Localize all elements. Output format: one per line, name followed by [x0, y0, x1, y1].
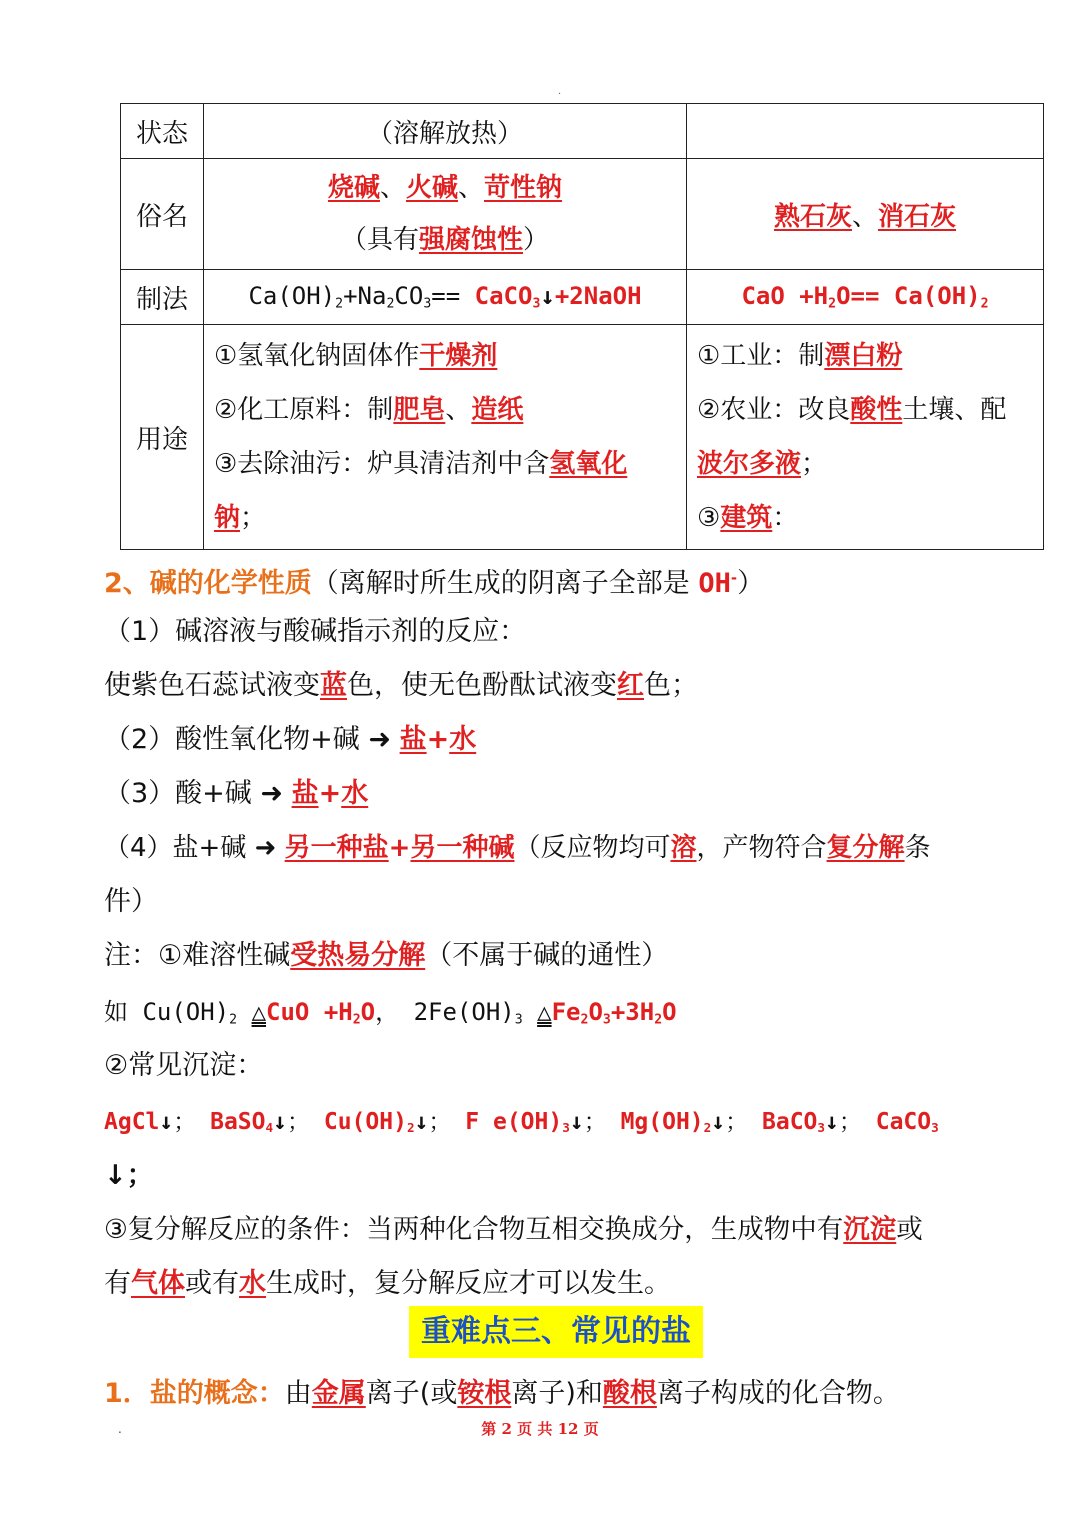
hydroxide-ion: OH — [698, 567, 731, 599]
note-text: （具有 — [340, 225, 419, 255]
precipitate-arrow: ↓ — [414, 1109, 429, 1135]
eq-product: +2NaOH — [554, 282, 642, 311]
preparation-equation — [687, 270, 1044, 325]
subscript: 2 — [703, 1120, 712, 1136]
text-line: 件） — [104, 886, 158, 917]
name-text: 火碱 — [405, 173, 458, 203]
section-title: 2、碱的化学性质 — [104, 567, 312, 599]
subscript: 3 — [931, 1120, 939, 1136]
use-line: ③建筑： — [697, 503, 799, 533]
precipitate-arrow: ↓ — [569, 1109, 584, 1135]
uses-cell — [687, 325, 1044, 550]
row-head: 用途 — [121, 325, 204, 550]
eq-part: == — [431, 282, 475, 311]
separator: ； — [173, 1109, 211, 1135]
separator: 、 — [851, 201, 878, 232]
section-heading-highlight: 重难点三、常见的盐 — [409, 1306, 703, 1358]
use-line: ③去除油污：炉具清洁剂中含氢氧化 — [214, 449, 628, 479]
page-footer: 第 2 页 共 12 页 — [481, 1420, 599, 1438]
use-line: ②化工原料：制肥皂、造纸 — [214, 395, 524, 425]
separator: 、 — [379, 173, 406, 203]
text-line: （1）碱溶液与酸碱指示剂的反应： — [104, 616, 527, 647]
use-line: ①工业：制漂白粉 — [697, 341, 903, 371]
text-line: 注：①难溶性碱受热易分解（不属于碱的通性） — [104, 940, 669, 971]
precipitate-formula: Cu(OH) — [323, 1109, 407, 1135]
text-line: ③复分解反应的条件：当两种化合物互相交换成分，生成物中有沉淀或 — [104, 1214, 923, 1245]
use-line: ①氢氧化钠固体作干燥剂 — [214, 341, 498, 371]
separator: 、 — [458, 173, 485, 203]
table-row — [121, 270, 1044, 325]
precipitate-formula: BaSO — [210, 1109, 266, 1135]
subscript: 3 — [532, 296, 541, 312]
subscript: 2 — [406, 1120, 415, 1136]
subscript: 2 — [828, 296, 837, 312]
precipitate-formula: AgCl — [104, 1109, 160, 1135]
heat-icon: △ — [251, 998, 267, 1026]
subscript: 2 — [980, 296, 989, 312]
precipitate-arrow: ↓ — [159, 1109, 174, 1135]
precipitate-arrow: ↓ — [273, 1109, 287, 1135]
text-line: 有气体或有水生成时，复分解反应才可以发生。 — [104, 1268, 671, 1299]
row-head: 俗名 — [121, 159, 204, 270]
state-cell-empty — [687, 104, 1044, 159]
eq-part: Ca(OH) — [248, 282, 336, 311]
subscript: 2 — [386, 296, 395, 312]
uses-cell — [204, 325, 687, 550]
state-cell: （溶解放热） — [204, 104, 687, 159]
eq-part: CO — [394, 282, 424, 311]
superscript: - — [730, 569, 738, 587]
note-keyword: 强腐蚀性 — [418, 225, 523, 255]
table-row — [121, 104, 1044, 159]
separator: ； — [838, 1109, 876, 1135]
eq-product: CaCO — [474, 282, 533, 311]
subscript: 3 — [423, 296, 432, 312]
base-properties-table — [120, 103, 1044, 550]
subscript: 4 — [265, 1120, 274, 1136]
name-text: 消石灰 — [878, 201, 957, 232]
salt-definition: 1．盐的概念：由金属离子(或铵根离子)和酸根离子构成的化合物。 — [104, 1378, 900, 1409]
separator: ； — [428, 1109, 466, 1135]
common-name-cell — [204, 159, 687, 270]
section-note: （离解时所生成的阴离子全部是 — [311, 567, 699, 599]
separator: ； — [583, 1109, 621, 1135]
preparation-equation — [204, 270, 687, 325]
page-dot: . — [118, 1422, 122, 1436]
row-head: 制法 — [121, 270, 204, 325]
row-head: 状态 — [121, 104, 204, 159]
common-name-cell — [687, 159, 1044, 270]
eq-part: O== Ca(OH) — [836, 282, 981, 311]
text-line: 使紫色石蕊试液变蓝色，使无色酚酞试液变红色； — [104, 670, 698, 701]
name-text: 烧碱 — [327, 173, 380, 203]
text-line: ↓； — [104, 1160, 154, 1191]
text-line: （3）酸+碱 ➜ 盐+水 — [104, 778, 369, 809]
section-heading — [104, 560, 764, 602]
separator: ； — [286, 1109, 324, 1135]
name-text: 熟石灰 — [773, 201, 852, 232]
precipitate-formula: Mg(OH) — [620, 1109, 704, 1135]
text-line: （2）酸性氧化物+碱 ➜ 盐+水 — [104, 724, 477, 755]
page-dot: . — [558, 86, 562, 97]
table-row — [121, 325, 1044, 550]
eq-part: CaO +H — [741, 282, 829, 311]
precipitate-arrow: ↓ — [825, 1109, 839, 1135]
subscript: 3 — [817, 1120, 826, 1136]
use-line: 钠； — [214, 503, 267, 533]
text-line: ②常见沉淀： — [104, 1050, 264, 1081]
separator: ； — [725, 1109, 762, 1135]
subscript: 2 — [335, 296, 344, 312]
subscript: 3 — [562, 1120, 570, 1136]
precipitate-list — [104, 1104, 939, 1146]
name-text: 苛性钠 — [484, 173, 563, 203]
note-text: ） — [523, 225, 550, 255]
decomposition-equations: 如 $Cu(OH)_2$ △CuO $+H_2O$， $2Fe(OH)_3$ $\triangle Fe_2O_3+3H_2O$ — [104, 994, 677, 1038]
text-line: （4）盐+碱 ➜ 另一种盐+另一种碱（反应物均可溶，产物符合复分解条 — [104, 833, 931, 863]
table-row — [121, 159, 1044, 270]
use-line: ②农业：改良酸性土壤、配 — [697, 395, 1007, 425]
precipitate-arrow: ↓ — [711, 1109, 726, 1135]
precipitate-formula: BaCO — [762, 1109, 818, 1135]
precipitate-formula: F e(OH) — [465, 1109, 563, 1135]
eq-part: +Na — [343, 282, 387, 311]
section-note: ） — [737, 567, 765, 599]
precipitate-arrow: ↓ — [540, 282, 555, 311]
use-line: 波尔多液； — [697, 449, 828, 479]
heat-icon: △ — [537, 998, 552, 1026]
precipitate-formula: CaCO — [875, 1109, 932, 1135]
